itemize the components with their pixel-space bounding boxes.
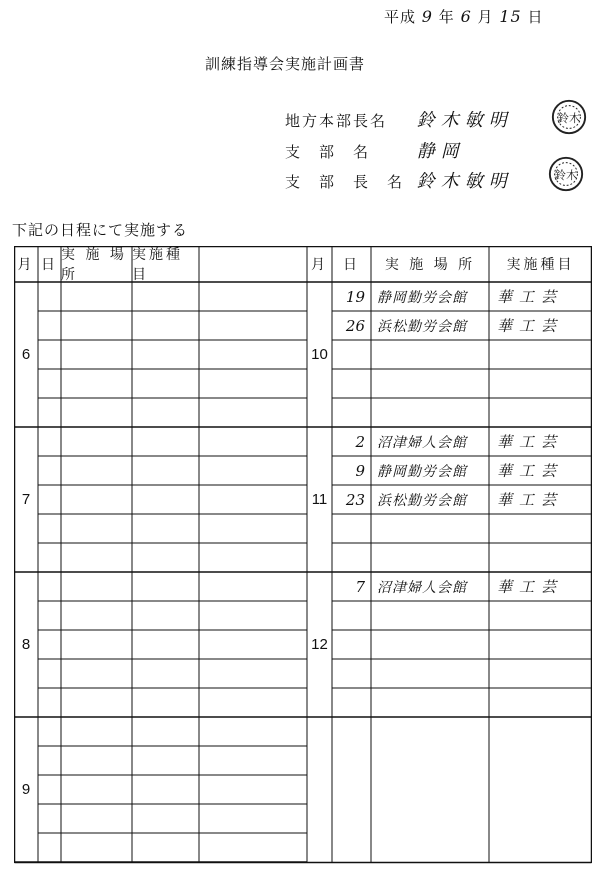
document-title: 訓練指導会実施計画書 [205,55,366,73]
column-header: 実 施 場 所 [384,257,476,273]
entry-event: 華工芸 [497,433,564,451]
branch-head-name: 鈴木敏明 [416,171,513,192]
column-header: 月 [311,257,328,273]
column-header: 日 [41,257,58,273]
date-year-unit: 年 [438,8,455,26]
document-date [384,6,543,27]
date-era: 平成 [384,8,417,26]
date-month-unit: 月 [477,8,494,26]
month-label: 7 [21,491,31,508]
date-day-unit: 日 [527,8,544,26]
branch-head-label: 支 部 長 名 [285,173,405,191]
branch-label: 支 部 名 [285,143,371,161]
entry-day: 23 [345,490,365,509]
entry-venue: 沼津婦人会館 [377,579,467,596]
seal-stamp-icon [547,155,585,193]
entry-day: 19 [345,287,365,306]
regional-head-label: 地方本部長名 [285,112,388,130]
entry-venue: 静岡勤労会館 [377,289,467,306]
entry-venue: 浜松勤労会館 [377,492,467,509]
entry-venue: 沼津婦人会館 [377,434,467,451]
svg-text:鈴木: 鈴木 [554,167,578,182]
month-label: 12 [311,636,328,653]
month-label: 6 [21,346,31,363]
entry-day: 26 [345,316,365,335]
date-year: 9 [421,7,433,26]
regional-head-name: 鈴木敏明 [416,110,513,131]
entry-venue: 静岡勤労会館 [377,463,467,480]
entry-day: 7 [355,577,365,596]
signature-row-branch [285,137,465,163]
month-label: 9 [21,781,31,798]
column-header: 実 施 場 所 [61,247,127,283]
date-month: 6 [460,7,472,26]
entry-day: 9 [355,461,365,480]
column-header: 月 [17,257,35,273]
signature-row-regional-head [285,106,513,132]
month-label: 11 [311,491,328,508]
entry-day: 2 [355,432,365,451]
svg-text:鈴木: 鈴木 [557,110,581,125]
column-header: 日 [343,257,360,273]
seal-stamp-icon [550,98,588,136]
entry-event: 華工芸 [497,578,564,596]
column-header: 実施種目 [132,247,183,283]
entry-event: 華工芸 [497,288,564,306]
entry-event: 華工芸 [497,462,564,480]
signature-row-branch-head [285,167,513,193]
entry-event: 華工芸 [497,317,564,335]
month-label: 8 [21,636,31,653]
column-header: 実施種目 [506,257,575,273]
entry-event: 華工芸 [497,491,564,509]
branch-name: 静岡 [416,141,465,162]
date-day: 15 [499,7,522,26]
month-label: 10 [311,346,328,363]
intro-text: 下記の日程にて実施する [12,221,189,239]
entry-venue: 浜松勤労会館 [377,318,467,335]
